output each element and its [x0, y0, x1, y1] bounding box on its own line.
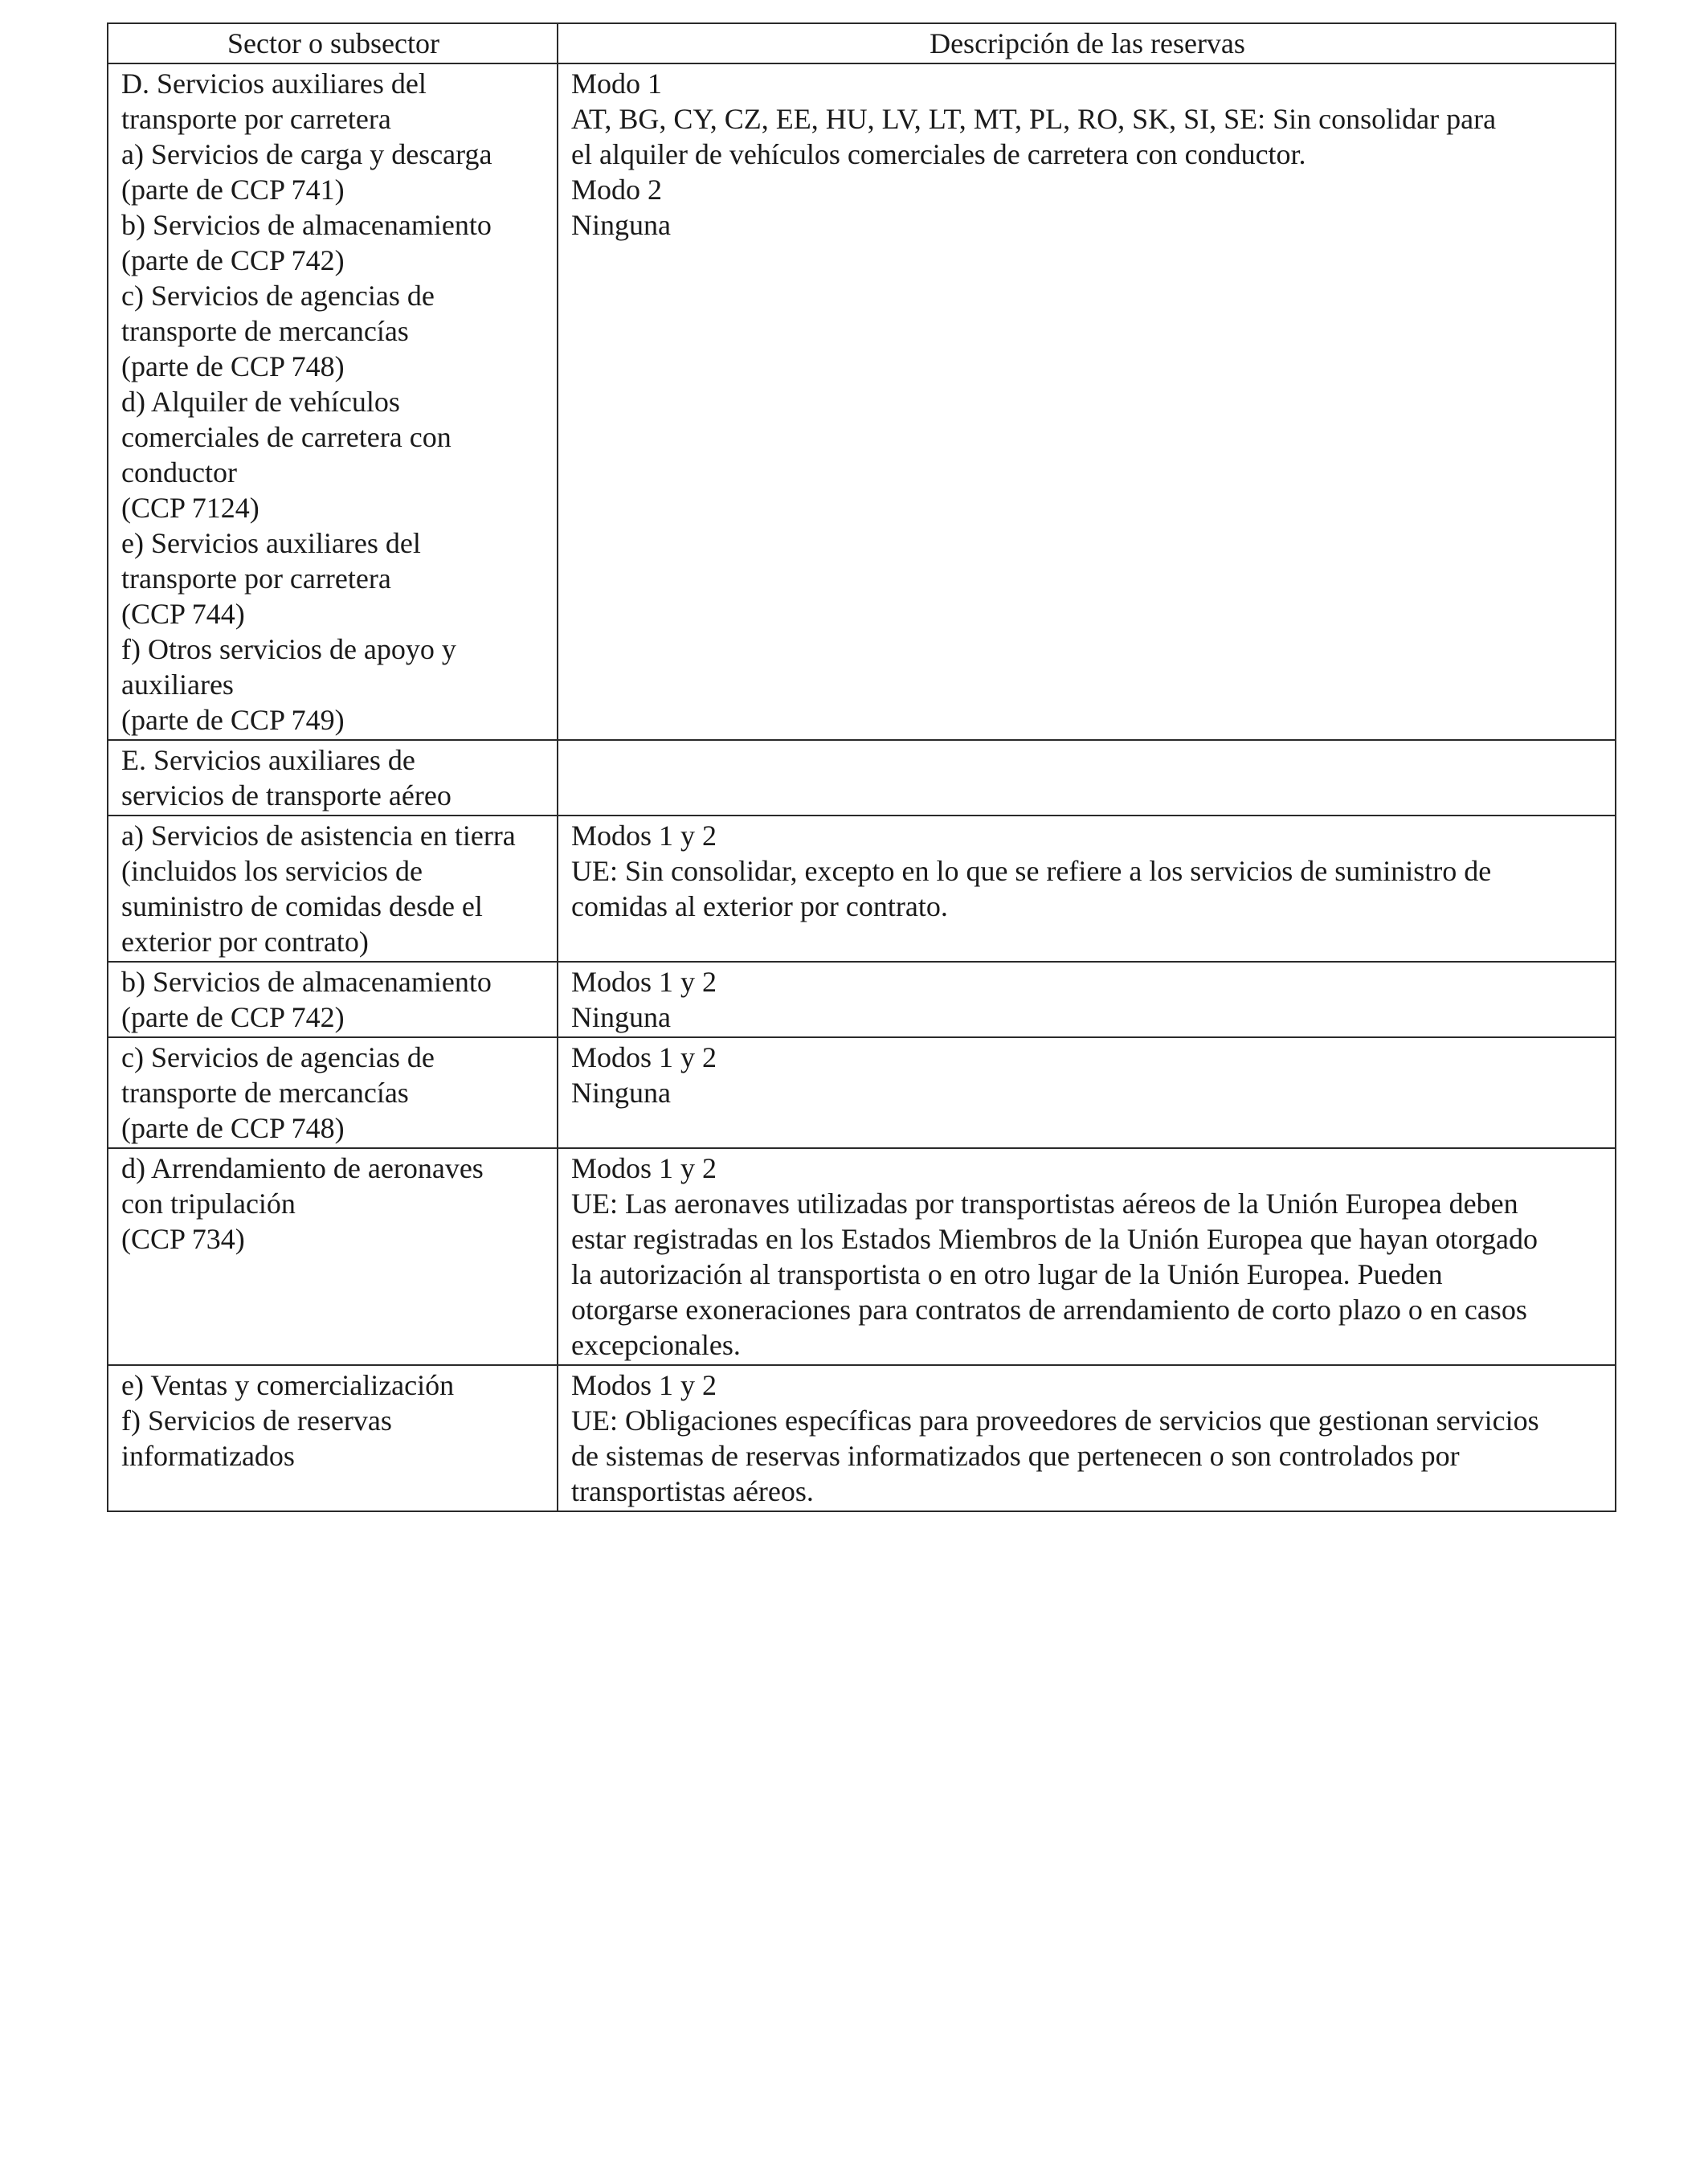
- description-cell: [558, 1037, 1616, 1148]
- sector-line: (parte de CCP 742): [121, 1001, 345, 1033]
- description-cell: [558, 962, 1616, 1037]
- description-line: la autorización al transportista o en otro lugar de la Unión Europea. Pueden: [571, 1258, 1443, 1290]
- sector-cell: [108, 816, 558, 962]
- description-line: Ninguna: [571, 1001, 671, 1033]
- description-line: Modo 2: [571, 174, 663, 206]
- sector-line: f) Servicios de reservas: [121, 1404, 392, 1437]
- table-header-row: [108, 23, 1616, 63]
- sector-line: (CCP 744): [121, 598, 245, 630]
- sector-cell: [108, 1148, 558, 1365]
- sector-line: c) Servicios de agencias de: [121, 1041, 435, 1073]
- sector-line: comerciales de carretera con: [121, 421, 452, 453]
- description-line: comidas al exterior por contrato.: [571, 890, 948, 922]
- description-line: el alquiler de vehículos comerciales de carretera con conductor.: [571, 138, 1306, 170]
- description-line: AT, BG, CY, CZ, EE, HU, LV, LT, MT, PL, RO, SK, SI, SE: Sin consolidar para: [571, 103, 1497, 135]
- sector-line: a) Servicios de carga y descarga: [121, 138, 492, 170]
- sector-line: (parte de CCP 749): [121, 704, 345, 736]
- description-cell: [558, 1365, 1616, 1511]
- description-line: UE: Obligaciones específicas para proveedores de servicios que gestionan servicios: [571, 1404, 1539, 1437]
- table-row: [108, 816, 1616, 962]
- sector-line: informatizados: [121, 1440, 295, 1472]
- sector-line: servicios de transporte aéreo: [121, 779, 452, 811]
- description-cell: [558, 63, 1616, 740]
- table-row: [108, 740, 1616, 816]
- description-line: Modos 1 y 2: [571, 966, 717, 998]
- sector-line: (CCP 7124): [121, 492, 259, 524]
- sector-line: D. Servicios auxiliares del: [121, 67, 427, 100]
- sector-line: d) Alquiler de vehículos: [121, 386, 400, 418]
- description-line: Ninguna: [571, 209, 671, 241]
- table-row: [108, 1037, 1616, 1148]
- sector-line: b) Servicios de almacenamiento: [121, 209, 492, 241]
- table-body: [108, 63, 1616, 1511]
- description-line: estar registradas en los Estados Miembros de la Unión Europea que hayan otorgado: [571, 1223, 1538, 1255]
- sector-line: auxiliares: [121, 668, 234, 701]
- description-line: Modos 1 y 2: [571, 1041, 717, 1073]
- sector-line: conductor: [121, 456, 237, 489]
- description-line: excepcionales.: [571, 1329, 741, 1361]
- description-line: Modos 1 y 2: [571, 1369, 717, 1401]
- description-cell: [558, 1148, 1616, 1365]
- description-line: Modo 1: [571, 67, 663, 100]
- description-line: Ninguna: [571, 1077, 671, 1109]
- sector-line: con tripulación: [121, 1188, 296, 1220]
- sector-line: e) Servicios auxiliares del: [121, 527, 421, 559]
- header-description: Descripción de las reservas: [558, 23, 1616, 63]
- sector-cell: [108, 740, 558, 816]
- description-line: transportistas aéreos.: [571, 1475, 814, 1507]
- description-cell: [558, 816, 1616, 962]
- sector-line: suministro de comidas desde el: [121, 890, 483, 922]
- sector-cell: [108, 962, 558, 1037]
- sector-line: b) Servicios de almacenamiento: [121, 966, 492, 998]
- table-row: [108, 1365, 1616, 1511]
- sector-line: (parte de CCP 741): [121, 174, 345, 206]
- sector-line: c) Servicios de agencias de: [121, 280, 435, 312]
- sector-line: d) Arrendamiento de aeronaves: [121, 1152, 484, 1184]
- sector-line: (parte de CCP 748): [121, 350, 345, 382]
- sector-line: a) Servicios de asistencia en tierra: [121, 820, 516, 852]
- description-cell: [558, 740, 1616, 816]
- header-sector: Sector o subsector: [108, 23, 558, 63]
- reservations-table: [107, 22, 1616, 1512]
- sector-line: transporte de mercancías: [121, 315, 409, 347]
- sector-line: transporte por carretera: [121, 103, 391, 135]
- sector-line: (parte de CCP 748): [121, 1112, 345, 1144]
- sector-line: f) Otros servicios de apoyo y: [121, 633, 456, 665]
- sector-cell: [108, 1037, 558, 1148]
- description-line: de sistemas de reservas informatizados que pertenecen o son controlados por: [571, 1440, 1460, 1472]
- sector-cell: [108, 63, 558, 740]
- sector-line: transporte de mercancías: [121, 1077, 409, 1109]
- sector-line: exterior por contrato): [121, 926, 369, 958]
- description-line: UE: Las aeronaves utilizadas por transportistas aéreos de la Unión Europea deben: [571, 1188, 1518, 1220]
- document-page: [107, 22, 1615, 1512]
- table-row: [108, 962, 1616, 1037]
- description-line: Modos 1 y 2: [571, 1152, 717, 1184]
- description-line: otorgarse exoneraciones para contratos de arrendamiento de corto plazo o en casos: [571, 1294, 1527, 1326]
- sector-cell: [108, 1365, 558, 1511]
- table-row: [108, 63, 1616, 740]
- sector-line: (CCP 734): [121, 1223, 245, 1255]
- sector-line: (parte de CCP 742): [121, 244, 345, 276]
- sector-line: e) Ventas y comercialización: [121, 1369, 455, 1401]
- sector-line: transporte por carretera: [121, 562, 391, 595]
- sector-line: (incluidos los servicios de: [121, 855, 423, 887]
- sector-line: E. Servicios auxiliares de: [121, 744, 415, 776]
- description-line: Modos 1 y 2: [571, 820, 717, 852]
- table-row: [108, 1148, 1616, 1365]
- description-line: UE: Sin consolidar, excepto en lo que se refiere a los servicios de suministro de: [571, 855, 1492, 887]
